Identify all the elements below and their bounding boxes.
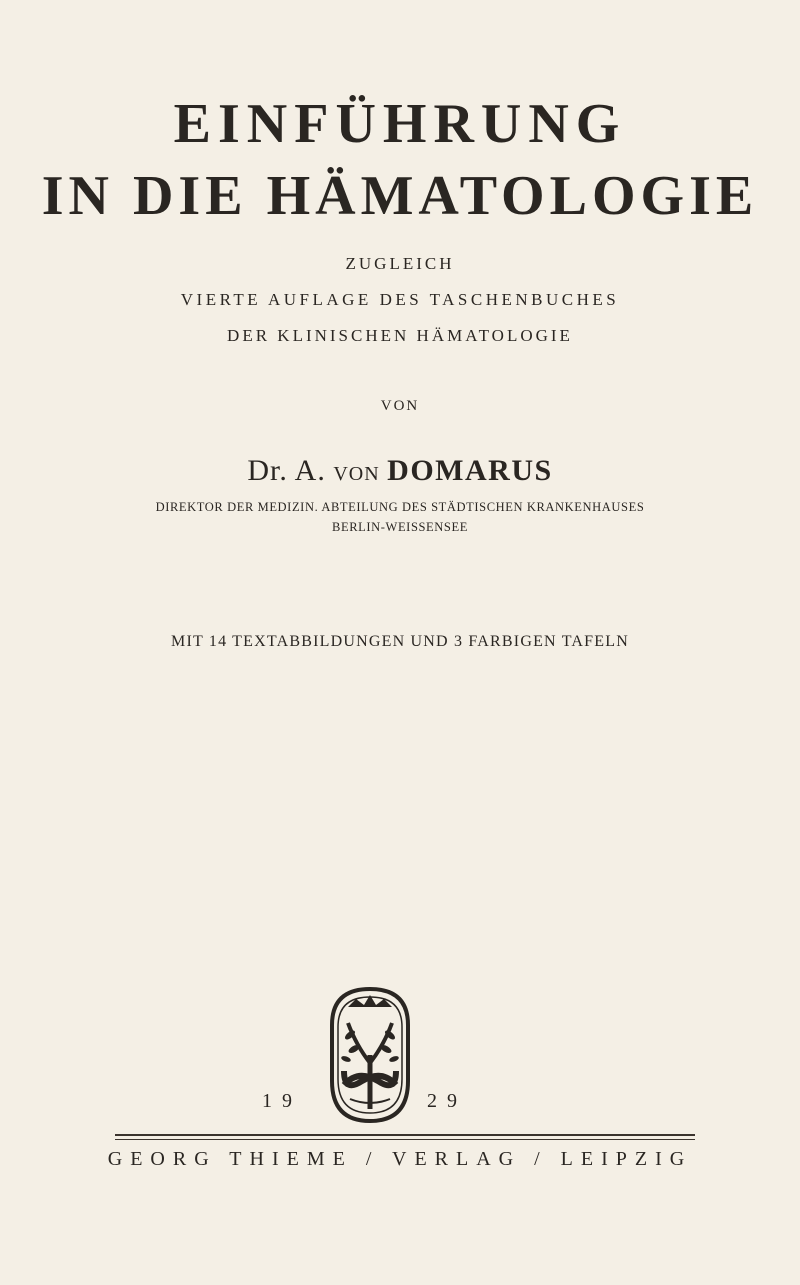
publisher-imprint: GEORG THIEME / VERLAG / LEIPZIG [107,1148,693,1170]
year-left: 19 [262,1090,302,1112]
subtitle-line-3: DER KLINISCHEN HÄMATOLOGIE [227,326,573,345]
divider-rule-thin [115,1139,695,1140]
illustrations-note: MIT 14 TEXTABBILDUNGEN UND 3 FARBIGEN TAFELN [171,633,629,650]
title-line-1: EINFÜHRUNG [173,93,627,155]
title-line-2: IN DIE HÄMATOLOGIE [41,165,759,227]
thieme-seal-icon [326,985,414,1125]
year-right: 29 [427,1090,467,1112]
byline: VON [380,398,420,414]
author-name [0,454,800,488]
subtitle-line-2: VIERTE AUFLAGE DES TASCHENBUCHES [180,290,620,309]
subtitle-line-1: ZUGLEICH [345,254,455,273]
author-particle: VON [333,463,380,485]
author-surname: DOMARUS [387,454,553,487]
affiliation-line-1: DIREKTOR DER MEDIZIN. ABTEILUNG DES STÄDTISCHEN KRANKENHAUSES [155,500,645,514]
affiliation-line-2: BERLIN-WEISSENSEE [332,520,468,534]
divider-rule [115,1134,695,1136]
author-prefix: Dr. A. [247,454,326,487]
